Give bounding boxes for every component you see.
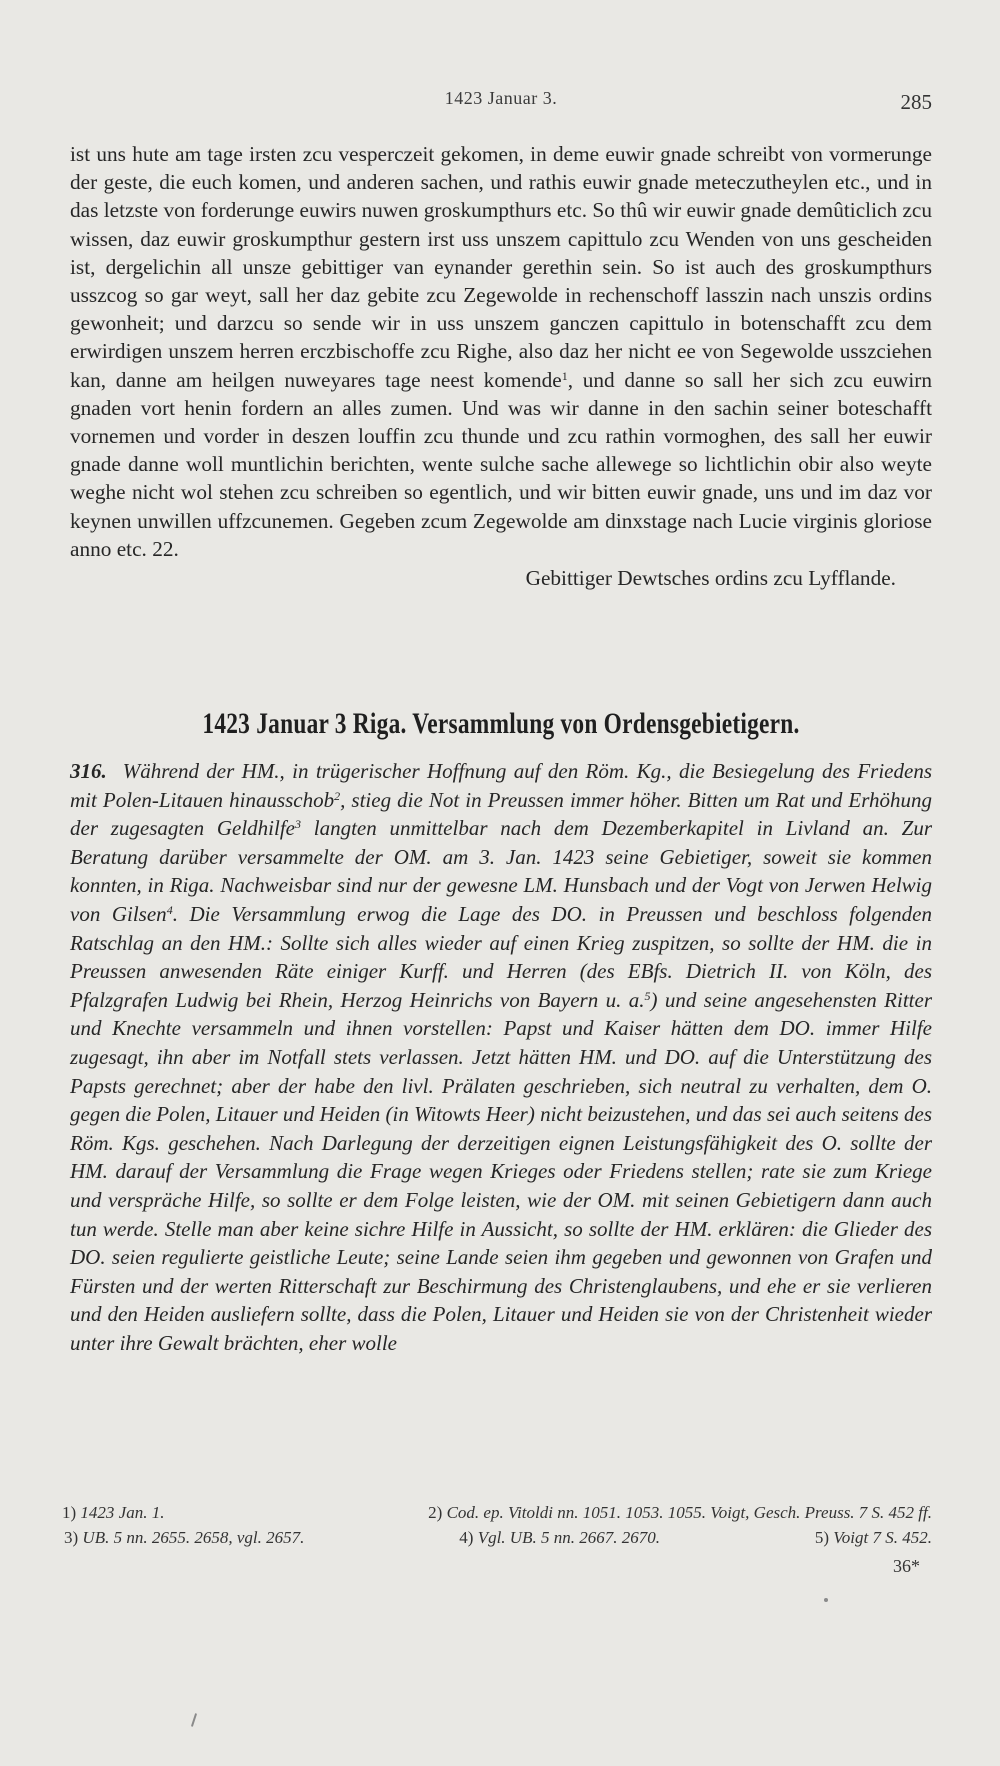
page-number: 285 [900, 90, 932, 114]
footnote-row [62, 1500, 932, 1525]
regest-text-part-4: . Die Versammlung erwog die Lage des DO. in Preussen und beschloss folgenden Ratschlag an den HM.: Sollte sich alles wieder auf einen Krieg zuspitzen, so sollte der HM. die in Preussen anwesenden Räte einiger Kurff. und Herren (des EBfs. Dietrich II. von Köln, des Pfalzgrafen Ludwig bei Rhein, Herzog Heinrichs von Bayern u. a. [70, 901, 932, 1012]
footnote-mark: 4) [459, 1528, 474, 1547]
regest-text-part-3: langten unmittelbar nach dem Dezemberkapitel in Livland an. Zur Beratung darüber versammelte der OM. am 3. Jan. 1423 seine Gebietiger, soweit sie kommen konnten, in Riga. Nachweisbar sind nur der gewesne LM. Hunsbach und der Vogt von Jerwen Helwig von Gilsen [70, 816, 932, 926]
speck [191, 1713, 197, 1727]
footnote-5 [815, 1525, 932, 1550]
footnote-4 [459, 1525, 660, 1550]
footnote-text: Vgl. UB. 5 nn. 2667. 2670. [477, 1528, 660, 1547]
footnote-mark: 5) [814, 1528, 830, 1547]
regest-number: 316. [70, 759, 107, 783]
letter-signature: Gebittiger Dewtsches ordins zcu Lyfflande. [525, 566, 896, 591]
letter-text-part-2: , und danne so sall her sich zcu euwirn gnaden vort henin fordern an alles zumen. Und was wir danne in den sachin seiner boteschafft vornemen und vorder in deszen louffin zcu thunde und zcu rathin vormoghen, des sall her euwir gnade danne woll muntlichin berichten, wente sulche sache allewege so lichtlichin obir also weyte weghe nicht wol stehen zcu schreiben so egentlich, und wir bitten euwir gnade, uns und im daz vor keynen unwillen uffzcunemen. Gegeben zcum Zegewolde am dinxstage nach Lucie virginis gloriose anno etc. 22. [70, 367, 932, 561]
regest-text-part-5: ) und seine angesehensten Ritter und Knechte versammeln und ihnen vorstellen: Papst und Kaiser hätten dem DO. immer Hilfe zugesagt, ihn aber im Notfall stets verlassen. Jetzt hätten HM. und DO. auf die Unterstützung des Papsts gerechnet; aber der habe den livl. Prälaten geschrieben, sich neutral zu verhalten, dem O. gegen die Polen, Litauer und Heiden (in Witowts Heer) nicht beizustehen, und das sei auch seitens des Röm. Kgs. geschehen. Nach Darlegung der derzeitigen eignen Leistungsfähigkeit des O. sollte der HM. darauf der Versammlung die Frage wegen Krieges oder Friedens stellen; rate sie zum Kriege und verspräche Hilfe, so sollte er dem Folge leisten, wie der OM. mit seinen Gebietigern dann auch tun werde. Stelle man aber keine sichre Hilfe in Aussicht, so sollte der HM. erklären: die Glieder des DO. seien regulierte geistliche Leute; seine Lande seien ihm gegeben und gewonnen von Grafen und Fürsten und der werten Ritterschaft zur Beschirmung des Christenglaubens, und ehe er sie verlieren und den Heiden ausliefern sollte, dass die Polen, Litauer und Heiden sie von der Christenheit wieder unter ihre Gewalt brächten, eher wolle [70, 987, 933, 1355]
footnote-text: 1423 Jan. 1. [80, 1503, 165, 1522]
footnote-ref-1: 1 [561, 368, 568, 383]
speck [824, 1598, 828, 1602]
footnote-ref-5: 5 [644, 988, 651, 1003]
footnote-row [62, 1525, 932, 1550]
footnote-text: Voigt 7 S. 452. [833, 1528, 932, 1547]
letter-paragraph [70, 140, 932, 563]
running-header [70, 88, 932, 116]
footnote-ref-4: 4 [166, 902, 173, 917]
footnote-mark: 1) [62, 1503, 77, 1522]
printer-signature-mark: 36* [893, 1556, 920, 1576]
footnote-3 [64, 1525, 304, 1550]
footnote-ref-2: 2 [334, 788, 341, 803]
regest-text-part-1: Während der HM., in trügerischer Hoffnung auf den Röm. Kg., die Besiegelung des Friedens mit Polen-Litauen hinausschob [70, 759, 932, 812]
footnote-text: Cod. ep. Vitoldi nn. 1051. 1053. 1055. Voigt, Gesch. Preuss. 7 S. 452 ff. [446, 1503, 932, 1522]
footnote-2 [428, 1500, 932, 1525]
footnote-mark: 3) [64, 1528, 79, 1547]
footnote-ref-3: 3 [294, 817, 301, 832]
regest-text-part-2: , stieg die Not in Preussen immer höher. Bitten um Rat und Erhöhung der zugesagten Geldhilfe [70, 787, 932, 841]
letter-text-part-1: ist uns hute am tage irsten zcu vesperczeit gekomen, in deme euwir gnade schreibt von vormerunge der geste, die euch komen, und anderen sachen, und rathis euwir gnade meteczutheylen etc., und in das letzste von forderunge euwirs nuwen groskumpthurs etc. So thû wir euwir gnade demûticlich zcu wissen, daz euwir groskumpthur gestern irst uss unszem capittulo zcu Wenden von uns gescheiden ist, dergelichin all unsze gebittiger van eynander gerethin sein. So ist auch des groskumpthurs usszcog so gar weyt, sall her daz gebite zcu Zegewolde in rechenschoff lasszin nach unszis ordins gewonheit; und darzcu so sende wir in uss unszem ganczen capittulo in botenschafft zcu dem erwirdigen unszem herren erczbischoffe zcu Righe, also daz her nicht ee von Segewolde usszciehen kan, danne am heilgen nuweyares tage neest komende [70, 142, 932, 392]
section-heading: 1423 Januar 3 Riga. Versammlung von Ordensgebietigern. [202, 707, 800, 740]
footnote-1 [62, 1500, 164, 1525]
footnotes [62, 1500, 932, 1550]
footnote-mark: 2) [428, 1503, 443, 1522]
running-title: 1423 Januar 3. [444, 88, 558, 108]
footnote-text: UB. 5 nn. 2655. 2658, vgl. 2657. [82, 1528, 305, 1547]
regest-paragraph [70, 757, 932, 1357]
letter-text [70, 140, 932, 592]
